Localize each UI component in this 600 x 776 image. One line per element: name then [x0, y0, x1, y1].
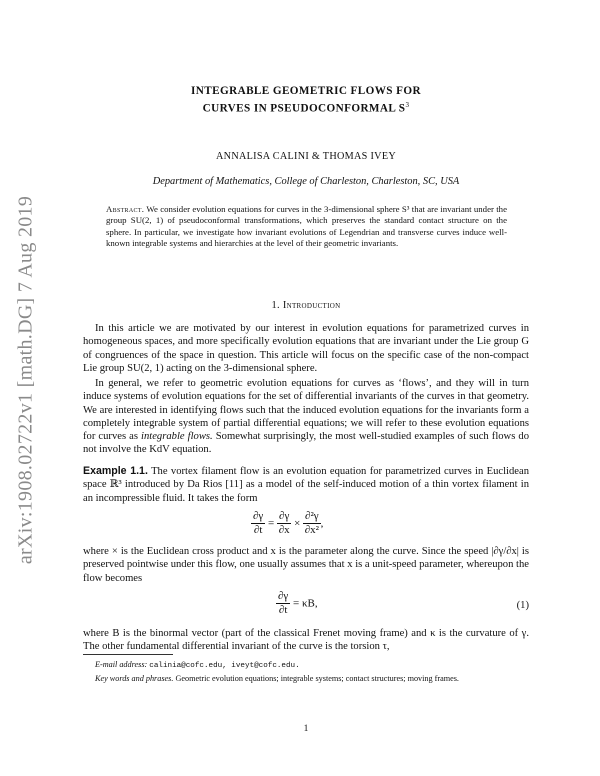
page-number: 1: [303, 724, 309, 734]
paragraph-4: where B is the binormal vector (part of the classical Frenet moving frame) and κ is the curvature of γ. The other fundamental differential invariant of the curve is the torsion τ,: [83, 628, 529, 653]
arxiv-identifier: arXiv:1908.02722v1 [math.DG] 7 Aug 2019: [14, 195, 37, 565]
footnote-rule: [83, 654, 173, 655]
title-superscript: 3: [405, 101, 410, 109]
authors: ANNALISA CALINI & THOMAS IVEY: [216, 151, 396, 162]
paragraph-2: In general, we refer to geometric evolution equations for curves as ‘flows’, and they will in turn induce systems of evolution equations for the set of differential invariants of the curves in that geometry. We are interested in identifying flows such that the induced evolution equations for the invariants form a completely integrable system of partial differential equations; we will refer to these evolution equations for curves as integrable flows. Somewhat surprisingly, the most well-studied examples of such flows do not involve the KdV equation.: [83, 378, 529, 456]
equation-number: (1): [516, 600, 529, 611]
equation-1: $\frac{\partial\gamma}{\partial t}$ = κB,: [278, 590, 318, 616]
section-heading: 1. Introduction: [271, 300, 341, 311]
footnote-email: E-mail address: calinia@cofc.edu, iveyt@cofc.edu.: [95, 660, 300, 670]
abstract: [106, 204, 507, 250]
example-label: Example 1.1.: [83, 465, 148, 477]
email-addresses: calinia@cofc.edu, iveyt@cofc.edu.: [149, 662, 300, 670]
paragraph-3: where × is the Euclidean cross product and x is the parameter along the curve. Since the speed |∂γ/∂x| is preserved pointwise under this flow, one usually assumes that x is a unit-speed parameter, whereupon the flow becomes: [83, 546, 529, 584]
abstract-text: We consider evolution equations for curves in the 3-dimensional sphere S³ that are invariant under the group SU(2, 1) of pseudoconformal transformations, which preserves the standard contact structure on the sphere. In particular, we investigate how invariant evolutions of Legendrian and transverse curves induce well-known integrable systems and hierarchies at the level of their geometric invariants.: [106, 204, 507, 249]
emphasis-integrable-flows: integrable flows.: [141, 431, 213, 443]
footnote-keywords: Key words and phrases. Geometric evolution equations; integrable systems; contact structures; moving frames.: [95, 674, 459, 683]
affiliation: Department of Mathematics, College of Charleston, Charleston, SC, USA: [152, 176, 460, 187]
arxiv-sidebar: [6, 180, 46, 580]
title-line-1: INTEGRABLE GEOMETRIC FLOWS FOR: [191, 85, 421, 97]
title-line-2: CURVES IN PSEUDOCONFORMAL $S^3$: [202, 101, 410, 115]
paper-title: [83, 84, 529, 116]
abstract-label: Abstract.: [106, 204, 145, 214]
example-1-1: Example 1.1. The vortex filament flow is an evolution equation for parametrized curves in Euclidean space ℝ³ introduced by Da Rios [11] as a model of the self-induced motion of a thin vortex filament in an incompressible fluid. It takes the form: [83, 465, 529, 504]
paragraph-1: In this article we are motivated by our interest in evolution equations for parametrized curves in homogeneous spaces, and more specifically evolution equations that are invariant under the Lie group G of congruences of the space in question. This article will focus on the specific case of the non-compact Lie group SU(2, 1) acting on the 3-dimensional sphere.: [83, 323, 529, 374]
equation-vortex-filament: $\frac{\partial\gamma}{\partial t}$ = $\frac{\partial\gamma}{\partial x}$ × $\frac{\text{∂²γ}}{\text{∂x²}}$ ,: [253, 510, 324, 536]
